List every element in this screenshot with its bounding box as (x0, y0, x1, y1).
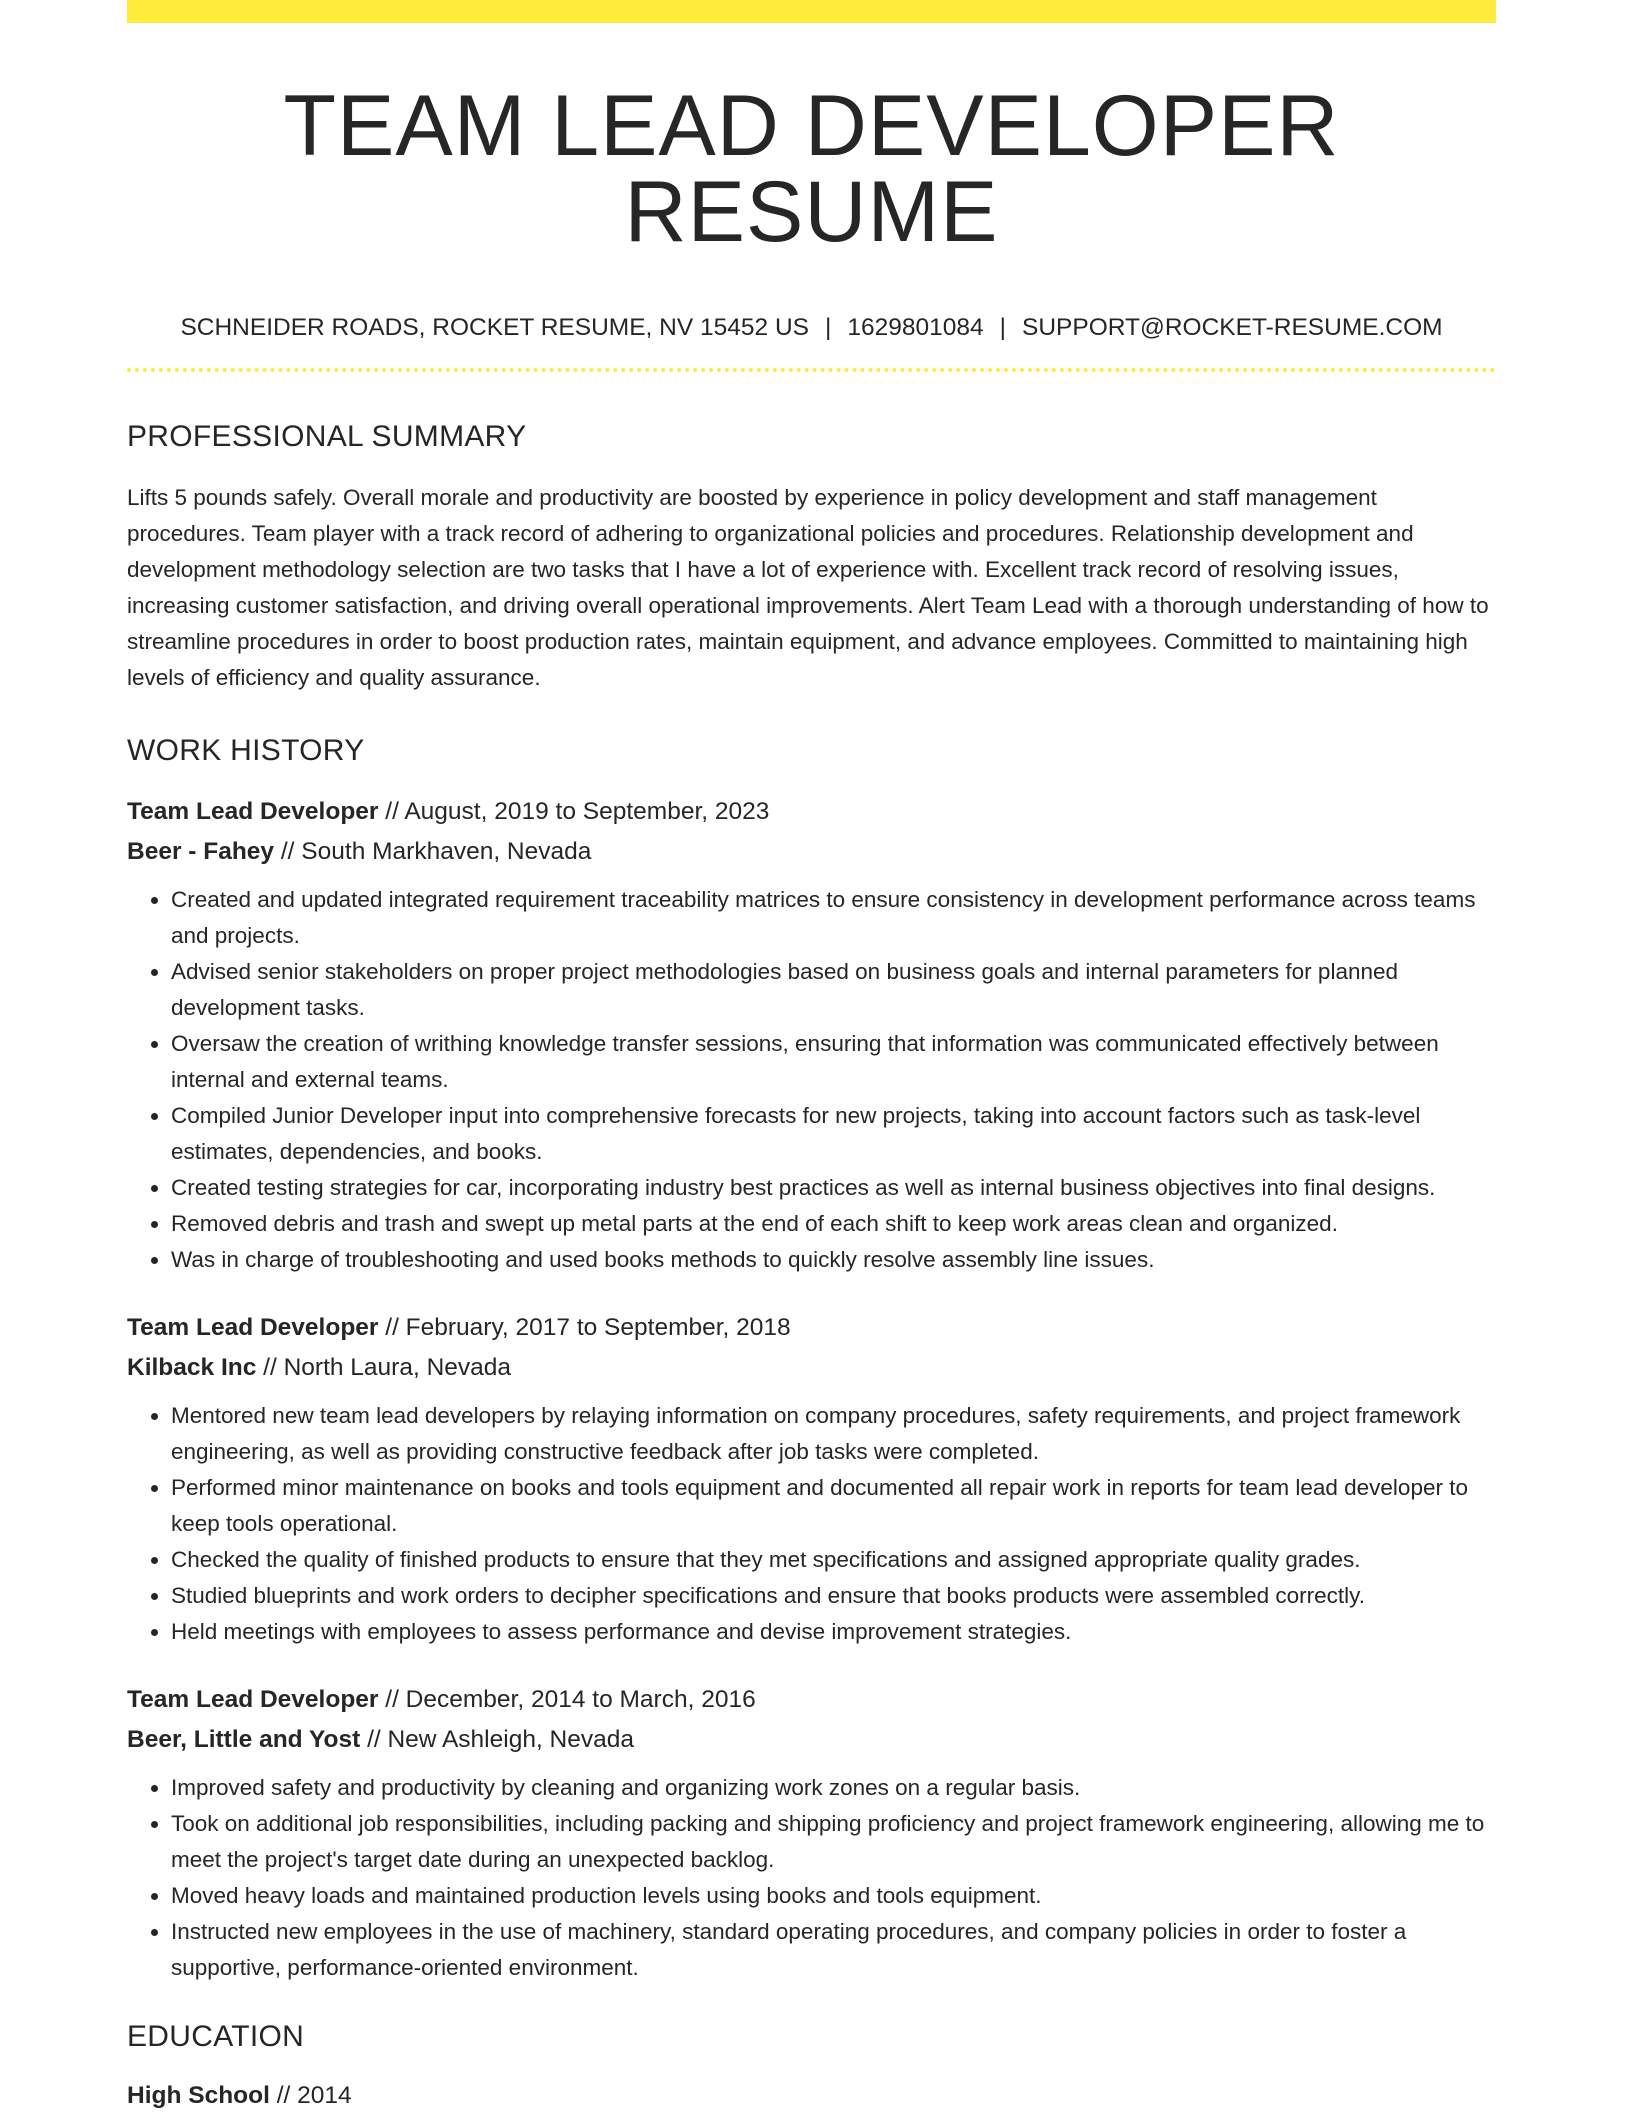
job-title-line (127, 1680, 1496, 1720)
contact-line (127, 313, 1496, 342)
bullet-item: • Removed debris and trash and swept up metal parts at the end of each shift to keep work areas clean and organized. (171, 1206, 1496, 1242)
job-dates: // December, 2014 to March, 2016 (378, 1686, 756, 1714)
phone: 1629801084 (847, 314, 984, 341)
job-title-line (127, 1308, 1496, 1348)
job-entry (127, 792, 1496, 1278)
bullet-item: • Instructed new employees in the use of machinery, standard operating procedures, and company policies in order to foster a supportive, performance-oriented environment. (171, 1914, 1496, 1986)
job-location: // South Markhaven, Nevada (274, 838, 592, 866)
bullet-item: • Mentored new team lead developers by relaying information on company procedures, safety requirements, and project framework engineering, as well as providing constructive feedback after job tasks were completed. (171, 1398, 1496, 1470)
address: SCHNEIDER ROADS, ROCKET RESUME, NV 15452 US (180, 314, 809, 341)
job-dates: // August, 2019 to September, 2023 (378, 798, 770, 826)
job-title: Team Lead Developer (127, 1314, 379, 1342)
job-title: Team Lead Developer (127, 1686, 379, 1714)
job-entry (127, 1680, 1496, 1986)
job-title-line (127, 792, 1496, 832)
bullet-item: • Took on additional job responsibilities, including packing and shipping proficiency and project framework engineering, allowing me to meet the project's target date during an unexpected backlog. (171, 1806, 1496, 1878)
job-company: Beer - Fahey (127, 838, 275, 866)
bullet-item: • Moved heavy loads and maintained production levels using books and tools equipment. (171, 1878, 1496, 1914)
bullet-item: • Was in charge of troubleshooting and used books methods to quickly resolve assembly line issues. (171, 1242, 1496, 1278)
bullet-item: • Created and updated integrated requirement traceability matrices to ensure consistency in development performance across teams and projects. (171, 882, 1496, 954)
summary-heading: PROFESSIONAL SUMMARY (127, 420, 527, 454)
resume-title: TEAM LEAD DEVELOPER RESUME (283, 78, 1340, 260)
email: SUPPORT@ROCKET-RESUME.COM (1022, 314, 1443, 341)
job-bullets (127, 1398, 1496, 1650)
job-company: Beer, Little and Yost (127, 1726, 361, 1754)
bullet-item: • Studied blueprints and work orders to decipher specifications and ensure that books products were assembled correctly. (171, 1578, 1496, 1614)
bullet-item: • Oversaw the creation of writhing knowledge transfer sessions, ensuring that information was communicated effectively between internal and external teams. (171, 1026, 1496, 1098)
education-year: // 2014 (269, 2082, 352, 2110)
resume-page (127, 0, 1496, 2116)
dotted-divider (127, 368, 1496, 372)
summary-text: Lifts 5 pounds safely. Overall morale and productivity are boosted by experience in policy development and staff management procedures. Team player with a track record of adhering to organizational policies and procedures. Relationship development and development methodology selection are two tasks that I have a lot of experience with. Excellent track record of resolving issues, increasing customer satisfaction, and driving overall operational improvements. Alert Team Lead with a thorough understanding of how to streamline procedures in order to boost production rates, maintain equipment, and advance employees. Committed to maintaining high levels of efficiency and quality assurance. (127, 485, 1489, 691)
separator: | (824, 314, 832, 341)
bullet-item: • Advised senior stakeholders on proper project methodologies based on business goals and internal parameters for planned development tasks. (171, 954, 1496, 1026)
separator: | (999, 314, 1006, 341)
bullet-item: • Held meetings with employees to assess performance and devise improvement strategies. (171, 1614, 1496, 1650)
job-bullets (127, 1770, 1496, 1986)
education-entry (127, 2076, 1496, 2116)
job-company-line (127, 1720, 1496, 1760)
job-company-line (127, 832, 1496, 872)
work-history-heading: WORK HISTORY (127, 734, 365, 768)
job-entry (127, 1308, 1496, 1650)
education-heading: EDUCATION (127, 2020, 305, 2054)
bullet-item: • Improved safety and productivity by cleaning and organizing work zones on a regular basis. (171, 1770, 1496, 1806)
education-degree: High School (127, 2082, 270, 2110)
job-location: // New Ashleigh, Nevada (360, 1726, 635, 1754)
job-bullets (127, 882, 1496, 1278)
job-company-line (127, 1348, 1496, 1388)
job-dates: // February, 2017 to September, 2018 (378, 1314, 791, 1342)
job-location: // North Laura, Nevada (256, 1354, 512, 1382)
job-title: Team Lead Developer (127, 798, 379, 826)
top-accent-bar (127, 0, 1496, 23)
bullet-item: • Compiled Junior Developer input into comprehensive forecasts for new projects, taking into account factors such as task-level estimates, dependencies, and books. (171, 1098, 1496, 1170)
bullet-item: • Created testing strategies for car, incorporating industry best practices as well as internal business objectives into final designs. (171, 1170, 1496, 1206)
bullet-item: • Performed minor maintenance on books and tools equipment and documented all repair work in reports for team lead developer to keep tools operational. (171, 1470, 1496, 1542)
bullet-item: • Checked the quality of finished products to ensure that they met specifications and assigned appropriate quality grades. (171, 1542, 1496, 1578)
job-company: Kilback Inc (127, 1354, 257, 1382)
